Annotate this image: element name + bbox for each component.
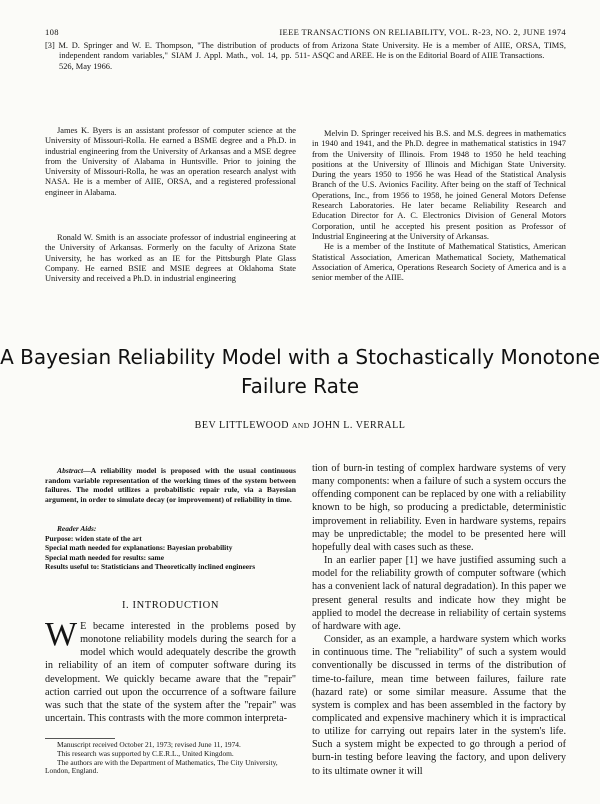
article-title-line2: Failure Rate <box>240 374 360 398</box>
right-paragraph-3: Consider, as an example, a hardware system which works in continuous time. The "reliability" of such a system would conventionally be discussed in terms of the distribution of time-to-failure, mean time between failures, failure rate (hazard rate) or some similar measure. Assume that the system is complex and has been assembled in the factory by complicated and expensive machinery which it is impractical to utilize for carrying out repairs later in the system's life. Such a system might be expected to go through a period of burn-in testing before leaving the factory, and upon delivery to its ultimate owner it will <box>312 634 566 777</box>
intro-text: E became interested in the problems posed by monotone reliability models during the search for a model which would adequately describe the growth in reliability of an item of computer software during its development. We quickly became aware that the "repair" action carried out upon the occurrence of a software failure was such that the state of the system after the "repair" was uncertain. This contrasts with the more common interpreta- <box>45 621 296 725</box>
authors <box>0 420 600 431</box>
abstract-label: Abstract <box>57 466 84 475</box>
reader-aid-item: Special math needed for results: same <box>45 552 164 562</box>
footnotes <box>45 741 296 776</box>
footnote-support: This research was supported by C.E.R.L., United Kingdom. <box>57 748 234 758</box>
author-conjunction: AND <box>291 421 310 430</box>
footnote-rule <box>45 738 115 739</box>
right-paragraph-1: tion of burn-in testing of complex hardware systems of very many components: when a failure of such a system occurs the offending component can be replaced by one with a reliability known to be high, so producing a predictable, deterministic improvement in reliability. Even in hardware systems, repairs may be unpredictable; the model to be presented here will hopefully deal with cases such as these. <box>312 463 566 553</box>
page-number: 108 <box>45 27 59 37</box>
bio-tail: from Arizona State University. He is a member of AIIE, ORSA, TIMS, ASQC and AREE. He is on the Editorial Board of AIIE Transactions. <box>312 41 566 61</box>
reader-aid-item: Special math needed for explanations: Bayesian probability <box>45 543 233 553</box>
right-column <box>312 462 566 778</box>
reader-aid-item: Purpose: widen state of the art <box>45 533 142 543</box>
reader-aid-item: Results useful to: Statisticians and Theoretically inclined engineers <box>45 562 256 572</box>
abstract-text: —A reliability model is proposed with the usual continuous random variable representation of the working times of the system between failures. The model utilizes a probabilistic repair rule, via a Bayesian argument, in order to simulate decay (or improvement) of reliability in time. <box>45 466 296 505</box>
article-title-line1: A Bayesian Reliability Model with a Stochastically Monotone <box>0 345 600 369</box>
bio-springer <box>312 129 566 283</box>
section-heading: I. INTRODUCTION <box>121 600 220 611</box>
bio-springer-p2: He is a member of the Institute of Mathematical Statistics, American Statistical Association, American Mathematical Society, Mathematical Association of America, Operations Research Society of America and is a senior member of the AIIE. <box>312 242 566 283</box>
intro-paragraph <box>45 616 296 725</box>
reference-3: [3] M. D. Springer and W. E. Thompson, "The distribution of products of independent random variables," SIAM J. Appl. Math., vol. 14, pp. 511-526, May 1966. <box>45 41 310 71</box>
drop-cap: W <box>45 616 78 653</box>
bio-springer-p1: Melvin D. Springer received his B.S. and M.S. degrees in mathematics in 1940 and 1941, and the Ph.D. degree in mathematical statistics in 1947 from the University of Illinois. From 1948 to 1950 he held teaching positions at the University of Illinois and Michigan State University. During the years 1950 to 1956 he was Head of the Statistical Analysis Branch of the U.S. Avionics Facility. After being on the staff of Technical Operations, Inc., from 1956 to 1958, he joined General Motors Defense Research Laboratories. He later became Reliability Research and Education Director for A. C. Electronics Division of General Motors Corporation, until he accepted his present position as Professor of Industrial Engineering at the University of Arkansas. <box>312 129 566 241</box>
abstract <box>45 466 296 505</box>
right-paragraph-2: In an earlier paper [1] we have justified assuming such a model for the reliability growth of computer software (which has a convenient lack of natural degradation). In this paper we present general results and indicate how they might be applied to model the decrease in reliability of certain systems of hardware with age. <box>312 555 566 632</box>
author-1: BEV LITTLEWOOD <box>194 420 289 431</box>
bio-smith: Ronald W. Smith is an associate professor of industrial engineering at the University of Arkansas. Formerly on the faculty of Arizona State University, he has worked as an IE for the Pittsburgh Plate Glass Company. He earned BSIE and MSIE degrees at Oklahoma State University and received a Ph.D. in industrial engineering <box>45 233 296 284</box>
bio-byers: James K. Byers is an assistant professor of computer science at the University of Missouri-Rolla. He earned a BSME degree and a Ph.D. in industrial engineering from the University of Arkansas and a MSE degree from the University of Alabama in Huntsville. Prior to joining the University of Missouri-Rolla, he was an operation research analyst with NASA. He is a member of AIIE, ORSA, and a registered professional engineer in Alabama. <box>45 126 296 197</box>
reader-aids <box>45 524 296 572</box>
running-header: IEEE TRANSACTIONS ON RELIABILITY, VOL. R-23, NO. 2, JUNE 1974 <box>279 27 566 37</box>
footnote-affiliation: The authors are with the Department of Mathematics, The City University, London, England. <box>45 757 278 776</box>
footnote-received: Manuscript received October 21, 1973; revised June 11, 1974. <box>57 740 241 749</box>
author-2: JOHN L. VERRALL <box>312 420 406 431</box>
reader-aids-label: Reader Aids: <box>57 524 97 533</box>
